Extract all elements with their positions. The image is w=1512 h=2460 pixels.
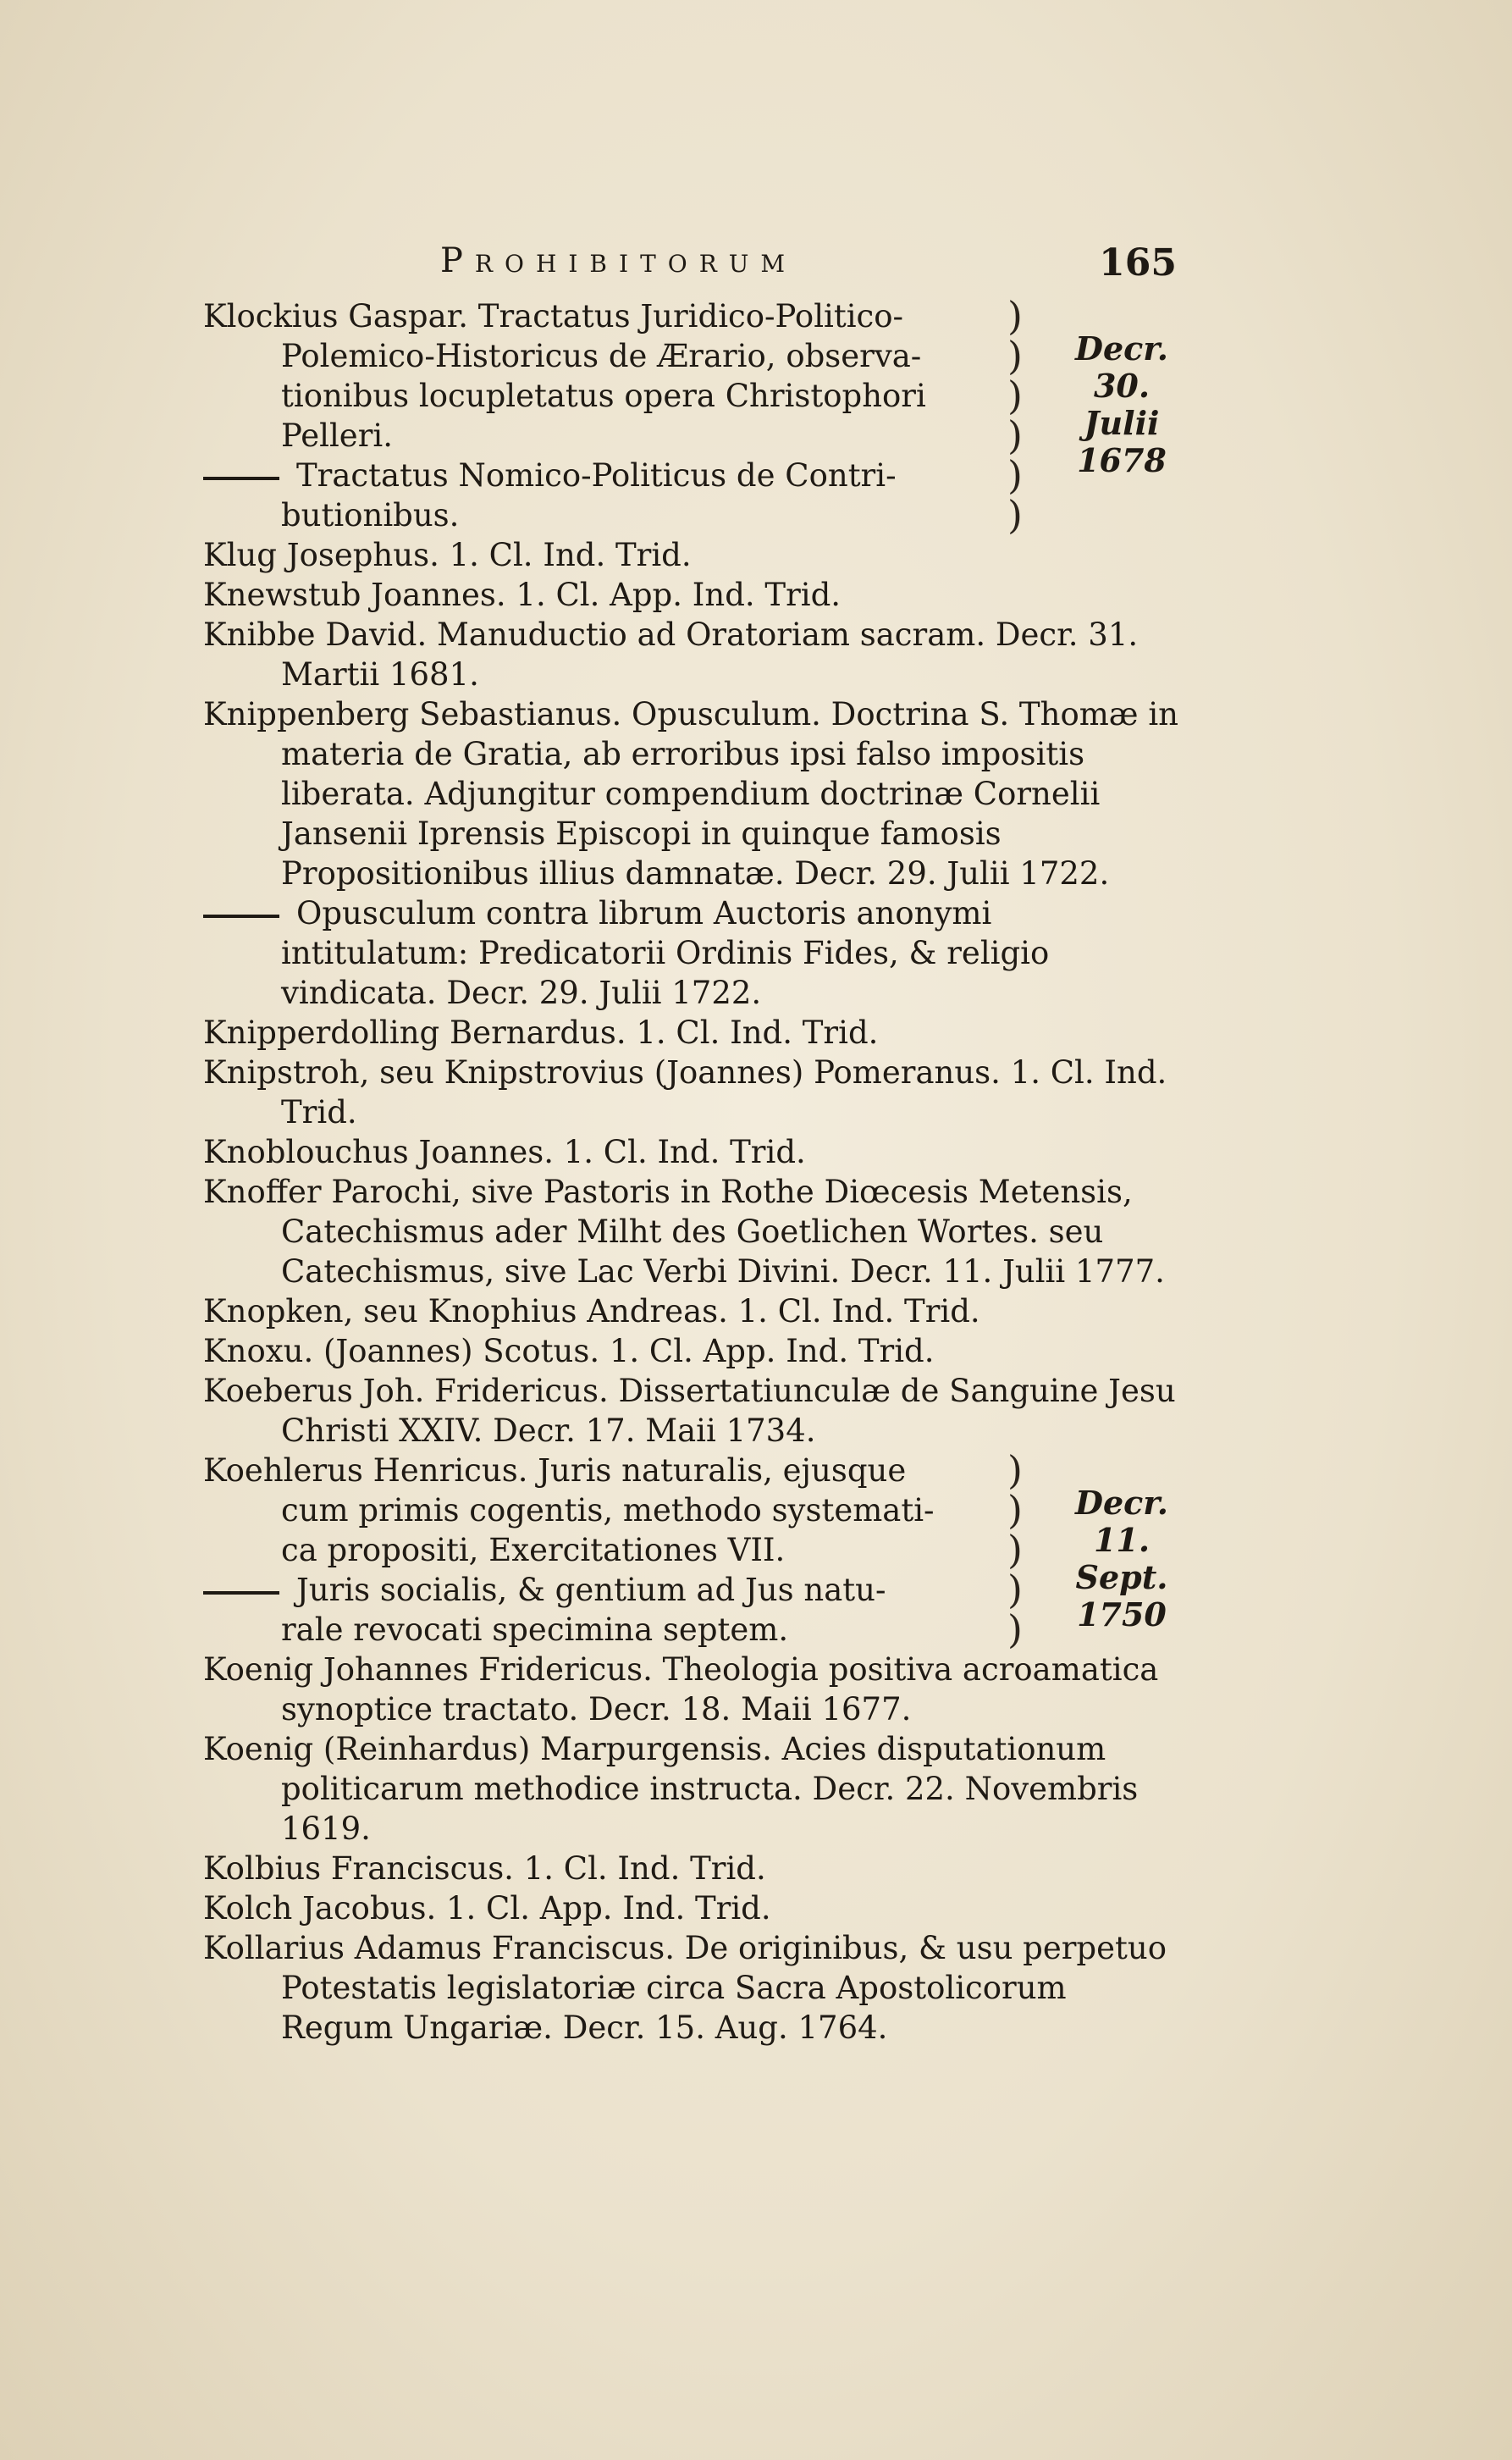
index-entry bbox=[203, 1172, 1185, 1291]
index-entry bbox=[203, 1650, 1185, 1729]
entry-text: Knoblouchus Joannes. 1. Cl. Ind. Trid. bbox=[203, 1134, 806, 1170]
entry-line: butionibus. bbox=[281, 497, 460, 533]
entry-text: Kollarius Adamus Franciscus. De originibus, & usu perpetuo Potestatis legislatoriæ circa Sacra Apostolicorum Regum Ungariæ. Decr. 15. Aug. 1764. bbox=[203, 1930, 1167, 2046]
entry-text: Knippenberg Sebastianus. Opusculum. Doctrina S. Thomæ in materia de Gratia, ab erroribus ipsi falso impositis liberata. Adjungitur compendium doctrinæ Cornelii Jansenii Iprensis Episcopi in quinque famosis Propositionibus illius damnatæ. Decr. 29. Julii 1722. bbox=[203, 696, 1179, 892]
index-entry bbox=[203, 1132, 1185, 1172]
ditto-dash bbox=[203, 915, 279, 918]
ditto-dash bbox=[203, 477, 279, 480]
entry-text: Koenig (Reinhardus) Marpurgensis. Acies disputationum politicarum methodice instructa. Decr. 22. Novembris 1619. bbox=[203, 1731, 1139, 1847]
entry-text: Kolch Jacobus. 1. Cl. App. Ind. Trid. bbox=[203, 1890, 771, 1927]
entry-text: Opusculum contra librum Auctoris anonymi intitulatum: Predicatorii Ordinis Fides, & religio vindicata. Decr. 29. Julii 1722. bbox=[281, 895, 1050, 1011]
entry-line: Juris socialis, & gentium ad Jus natu- bbox=[203, 1570, 1033, 1610]
page-header bbox=[203, 241, 1177, 292]
index-entry bbox=[203, 1849, 1185, 1888]
index-entry bbox=[203, 1331, 1185, 1371]
decree-date-line: Decr. bbox=[1074, 1484, 1169, 1522]
index-entry bbox=[203, 1291, 1185, 1331]
entry-text: Koeberus Joh. Fridericus. Dissertatiunculæ de Sanguine Jesu Christi XXIV. Decr. 17. Maii 1734. bbox=[203, 1373, 1176, 1449]
running-head: Prohibitorum bbox=[440, 241, 797, 280]
decree-date-line: 1750 bbox=[1077, 1595, 1167, 1634]
entry-line: ca propositi, Exercitationes VII. bbox=[281, 1532, 786, 1568]
index-entry bbox=[203, 1053, 1185, 1132]
decree-date bbox=[1058, 1484, 1185, 1634]
entry-text: Knoffer Parochi, sive Pastoris in Rothe Diœcesis Metensis, Catechismus ader Milht des Goetlichen Wortes. seu Catechismus, sive Lac Verbi Divini. Decr. 11. Julii 1777. bbox=[203, 1174, 1165, 1290]
entry-line: Pelleri. bbox=[281, 417, 393, 454]
index-entry bbox=[203, 1928, 1185, 2048]
index-entry bbox=[203, 615, 1185, 694]
index-entry bbox=[203, 694, 1185, 893]
entry-text: Knewstub Joannes. 1. Cl. App. Ind. Trid. bbox=[203, 577, 842, 613]
ditto-dash bbox=[203, 1591, 279, 1595]
entry-text: Koenig Johannes Fridericus. Theologia positiva acroamatica synoptice tractato. Decr. 18. Maii 1677. bbox=[203, 1651, 1159, 1728]
grouped-entry bbox=[203, 1447, 1185, 1652]
index-entries bbox=[203, 293, 1185, 2048]
entry-text: Knibbe David. Manuductio ad Oratoriam sacram. Decr. 31. Martii 1681. bbox=[203, 616, 1139, 693]
entry-line: tionibus locupletatus opera Christophori bbox=[281, 378, 926, 414]
grouped-entry bbox=[203, 293, 1185, 538]
entry-line: Koehlerus Henricus. Juris naturalis, ejusque bbox=[203, 1452, 907, 1489]
entry-text: Knipstroh, seu Knipstrovius (Joannes) Pomeranus. 1. Cl. Ind. Trid. bbox=[203, 1054, 1167, 1130]
entry-line: Tractatus Nomico-Politicus de Contri- bbox=[203, 456, 1033, 495]
ditto-entry bbox=[203, 893, 1185, 1013]
index-entry bbox=[203, 575, 1185, 615]
brace-glyph: ) ) ) ) ) ) bbox=[1007, 293, 1023, 538]
decree-date bbox=[1058, 330, 1185, 479]
entry-text: Kolbius Franciscus. 1. Cl. Ind. Trid. bbox=[203, 1850, 766, 1887]
page-number: 165 bbox=[1099, 241, 1177, 285]
brace-glyph: ) ) ) ) ) bbox=[1007, 1447, 1023, 1652]
entry-line: cum primis cogentis, methodo systemati- bbox=[281, 1492, 935, 1529]
index-entry bbox=[203, 1013, 1185, 1053]
entry-line: Klockius Gaspar. Tractatus Juridico-Politico- bbox=[203, 298, 904, 334]
entry-line: Polemico-Historicus de Ærario, observa- bbox=[281, 338, 922, 374]
index-entry bbox=[203, 1371, 1185, 1451]
entry-text: Knoxu. (Joannes) Scotus. 1. Cl. App. Ind. Trid. bbox=[203, 1333, 935, 1369]
index-entry bbox=[203, 535, 1185, 575]
decree-date-line: 30. Julii bbox=[1084, 367, 1160, 442]
decree-date-line: 11. Sept. bbox=[1075, 1521, 1168, 1596]
decree-date-line: Decr. bbox=[1074, 329, 1169, 368]
entry-text: Klug Josephus. 1. Cl. Ind. Trid. bbox=[203, 537, 692, 573]
index-entry bbox=[203, 1888, 1185, 1928]
entry-text: Knopken, seu Knophius Andreas. 1. Cl. Ind. Trid. bbox=[203, 1293, 980, 1330]
decree-date-line: 1678 bbox=[1077, 441, 1167, 479]
entry-line: rale revocati specimina septem. bbox=[281, 1611, 789, 1648]
index-entry bbox=[203, 1729, 1185, 1849]
entry-text: Knipperdolling Bernardus. 1. Cl. Ind. Trid. bbox=[203, 1014, 879, 1051]
